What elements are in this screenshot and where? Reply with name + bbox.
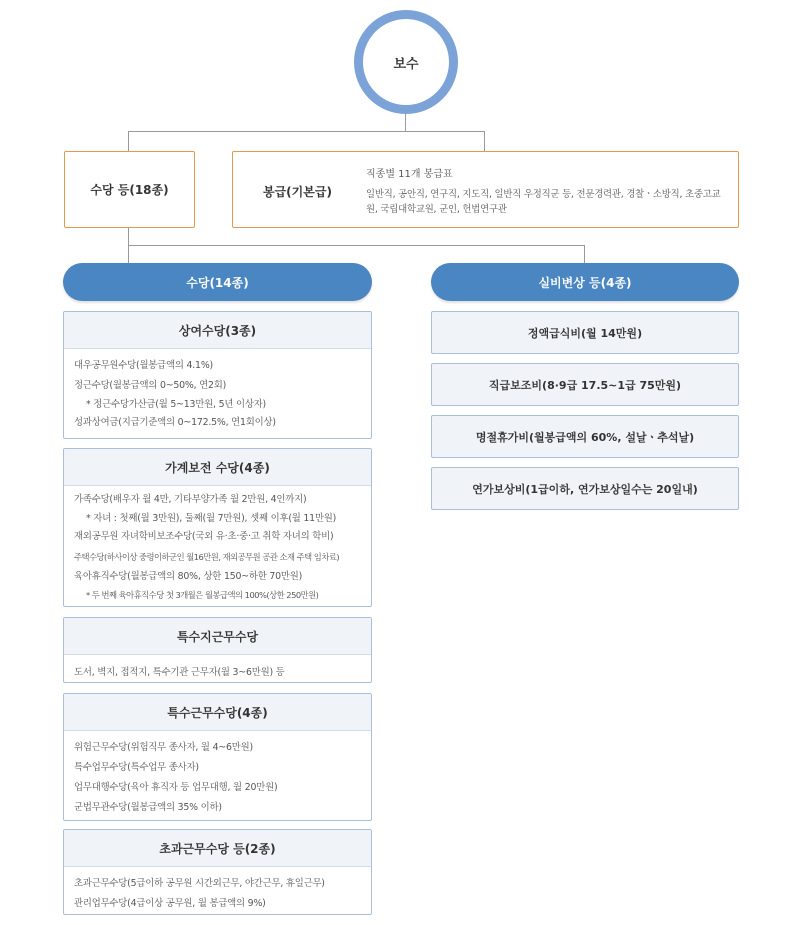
panel-item: 특수업무수당(특수업무 종사자) bbox=[74, 762, 199, 773]
panel-item: 가족수당(배우자 월 4만, 기타부양가족 월 2만원, 4인까지) bbox=[74, 494, 307, 505]
root-label: 보수 bbox=[393, 56, 419, 72]
panel-item: 초과근무수당(5급이하 공무원 시간외근무, 야간근무, 휴일근무) bbox=[74, 878, 325, 889]
panel-title: 가계보전 수당(4종) bbox=[64, 449, 371, 486]
panel-item: 업무대행수당(육아 휴직자 등 업무대행, 월 20만원) bbox=[74, 782, 278, 793]
salary-box-heading: 직종별 11개 봉급표 bbox=[366, 169, 453, 180]
allowance-box-label: 수당 등(18종) bbox=[90, 183, 169, 197]
panel-title: 초과근무수당 등(2종) bbox=[64, 830, 371, 867]
panel-item: 도서, 벽지, 접적지, 특수기관 근무자(월 3~6만원) 등 bbox=[74, 667, 285, 678]
connector-root-down bbox=[405, 114, 406, 132]
panel-special-region-allowance bbox=[63, 617, 372, 683]
panel-item: 주택수당(하사이상 중령이하군인 월16만원, 재외공무원 공관 소재 주택 임차료) bbox=[74, 552, 340, 562]
panel-item: 위험근무수당(위험직무 종사자, 월 4~6만원) bbox=[74, 742, 253, 753]
expense-item bbox=[431, 363, 739, 406]
allowance-box bbox=[64, 151, 195, 228]
expense-item bbox=[431, 415, 739, 458]
panel-household-allowance bbox=[63, 448, 372, 607]
expense-item-label: 연가보상비(1급이하, 연가보상일수는 20일내) bbox=[472, 482, 698, 496]
panel-title: 특수근무수당(4종) bbox=[64, 694, 371, 731]
expense-item bbox=[431, 467, 739, 510]
expense-header bbox=[431, 263, 739, 301]
panel-item: 관리업무수당(4급이상 공무원, 월 봉급액의 9%) bbox=[74, 898, 266, 909]
connector-to-salary bbox=[484, 131, 485, 151]
panel-sub-item: * 자녀 : 첫째(월 3만원), 둘째(월 7만원), 셋째 이후(월 11만원) bbox=[74, 510, 361, 527]
allowance-header-label: 수당(14종) bbox=[186, 275, 249, 290]
panel-item: 육아휴직수당(월봉급액의 80%, 상한 150~하한 70만원) bbox=[74, 571, 303, 582]
panel-item: 성과상여금(지급기준액의 0~172.5%, 연1회이상) bbox=[74, 417, 276, 428]
panel-overtime-allowance bbox=[63, 829, 372, 915]
expense-header-label: 실비변상 등(4종) bbox=[538, 275, 632, 290]
salary-box-label: 봉급(기본급) bbox=[263, 185, 332, 199]
connector-mid-horizontal bbox=[128, 245, 585, 246]
panel-title: 특수지근무수당 bbox=[64, 618, 371, 655]
panel-item: 정근수당(월봉급액의 0~50%, 연2회) bbox=[74, 380, 227, 391]
panel-items bbox=[64, 349, 371, 433]
expense-item bbox=[431, 311, 739, 354]
panel-sub-item: * 정근수당가산금(월 5~13만원, 5년 이상자) bbox=[74, 396, 361, 413]
panel-items bbox=[64, 867, 371, 914]
salary-box bbox=[232, 151, 739, 228]
panel-sub-item: * 두 번째 육아휴직수당 첫 3개월은 월봉급액의 100%(상한 250만원) bbox=[74, 587, 361, 604]
root-node bbox=[354, 10, 458, 114]
connector-top-horizontal bbox=[128, 131, 485, 132]
connector-to-expense bbox=[584, 245, 585, 263]
panel-items bbox=[64, 731, 371, 818]
salary-box-description: 일반직, 공안직, 연구직, 지도직, 일반직 우정직군 등, 전문경력관, 경찰ㆍ소방직, 초중고교원, 국립대학교원, 군인, 헌법연구관 bbox=[366, 189, 721, 215]
expense-item-label: 명절휴가비(월봉급액의 60%, 설날ㆍ추석날) bbox=[475, 430, 695, 444]
allowance-header bbox=[63, 263, 372, 301]
panel-special-duty-allowance bbox=[63, 693, 372, 821]
panel-title: 상여수당(3종) bbox=[64, 312, 371, 349]
expense-item-label: 직급보조비(8·9급 17.5~1급 75만원) bbox=[488, 378, 682, 392]
connector-to-allowance bbox=[128, 131, 129, 151]
expense-item-label: 정액급식비(월 14만원) bbox=[527, 326, 643, 340]
panel-item: 대우공무원수당(월봉급액의 4.1%) bbox=[74, 360, 213, 371]
panel-item: 재외공무원 자녀학비보조수당(국외 유·초·중·고 취학 자녀의 학비) bbox=[74, 531, 334, 542]
panel-items bbox=[64, 486, 371, 604]
panel-item: 군법무관수당(월봉급액의 35% 이하) bbox=[74, 802, 222, 813]
panel-items bbox=[64, 655, 371, 683]
panel-bonus-allowance bbox=[63, 311, 372, 439]
